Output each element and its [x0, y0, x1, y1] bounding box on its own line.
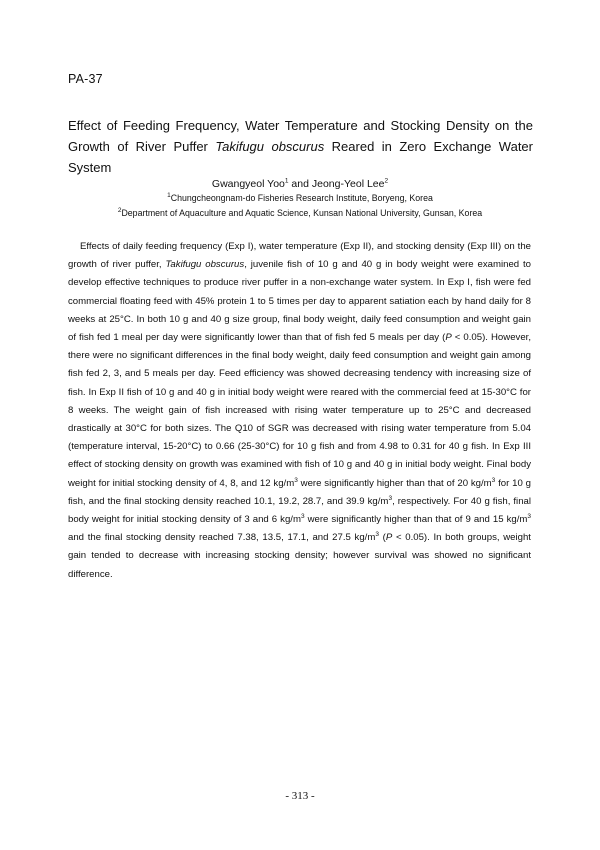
page-number: - 313 - [285, 790, 315, 802]
title-text-part1: Effect of Feeding Frequency, Water Temperature and Stocking Density on the Growth of River Puffer [68, 118, 533, 154]
abstract-superscript: 3 [300, 512, 305, 520]
abstract-text: were significantly higher than that of 9 and 15 kg/m [304, 514, 528, 526]
abstract-superscript: 3 [527, 512, 531, 520]
abstract-paragraph [68, 238, 531, 584]
title-text-part2: Reared in Zero Exchange Water System [68, 139, 533, 175]
abstract-superscript: 3 [491, 476, 496, 484]
affiliation [0, 193, 600, 203]
affiliation-marker: 1 [167, 192, 171, 200]
author-name: Gwangyeol Yoo [211, 178, 285, 190]
title-species-name: Takifugu obscurus [215, 139, 325, 154]
abstract-superscript: 3 [294, 476, 298, 484]
abstract-superscript: 3 [388, 494, 393, 502]
affiliation-text: Department of Aquaculture and Aquatic Science, Kunsan National University, Gunsan, Korea [121, 208, 483, 218]
abstract-p-symbol: P [445, 332, 452, 344]
author-affiliation-marker: 1 [284, 177, 289, 185]
presentation-code: PA-37 [68, 72, 103, 86]
abstract-p-symbol: P [385, 532, 393, 544]
author-name: Jeong-Yeol Lee [311, 178, 385, 190]
abstract-text: < 0.05). However, there were no significant differences in the final body weight, daily feed consumption and weight gain among fish fed 2, 3, and 5 meals per day. Feed efficiency was showed decreasing tendency with increasing size of fish. In Exp II fish of 10 g and 40 g in initial body weight were reared with the commercial feed at 15-30°C for 8 weeks. The weight gain of fish increased with rising water temperature up to 25°C and decreased drastically at 30°C for both sizes. The Q10 of SGR was decreased with rising water temperature from 5.04 (temperature interval, 15-20°C) to 0.66 (25-30°C) for 10 g fish and from 4.98 to 0.31 for 40 g fish. In Exp III effect of stocking density on growth was examined with fish of 10 g and 40 g in initial body weight. Final body weight for initial stocking density of 4, 8, and 12 kg/m [68, 332, 531, 489]
abstract-text: , respectively. For 40 g fish, final body weight for initial stocking density of 3 and 6 kg/m [68, 495, 531, 526]
paper-title [68, 115, 533, 178]
author-line [0, 178, 600, 190]
affiliation-text: Chungcheongnam-do Fisheries Research Institute, Boryeng, Korea [170, 193, 433, 203]
abstract-text: and the final stocking density reached 7.38, 13.5, 17.1, and 27.5 kg/m [68, 532, 376, 544]
abstract-text: ( [378, 532, 386, 544]
abstract-text: Effects of daily feeding frequency (Exp I), water temperature (Exp II), and stocking density (Exp III) on the growth of river puffer, [68, 241, 531, 271]
abstract-text: were significantly higher than that of 20 kg/m [297, 477, 492, 489]
abstract-text: for 10 g fish, and the final stocking density reached 10.1, 19.2, 28.7, and 39.9 kg/m [68, 477, 531, 507]
author-affiliation-marker: 2 [384, 177, 389, 185]
affiliation [0, 208, 600, 218]
abstract-species-name: Takifugu obscurus [165, 259, 245, 271]
abstract-superscript: 3 [375, 531, 379, 539]
author-connector: and [288, 178, 312, 190]
abstract-text: , juvenile fish of 10 g and 40 g in body weight were examined to develop effective techniques to produce river puffer in a non-exchange water system. In Exp I, fish were fed commercial floating feed with 45% protein 1 to 5 times per day to apparent satiation each by hand daily for 8 weeks at 25°C. In both 10 g and 40 g size group, final body weight, daily feed consumption and weight gain of fish fed 1 meal per day were significantly lower than that of fish fed 5 meals per day ( [68, 259, 531, 344]
affiliation-marker: 2 [117, 207, 122, 215]
abstract-text: < 0.05). In both groups, weight gain tended to decrease with increasing stocking density; however survival was showed no significant difference. [68, 532, 531, 580]
